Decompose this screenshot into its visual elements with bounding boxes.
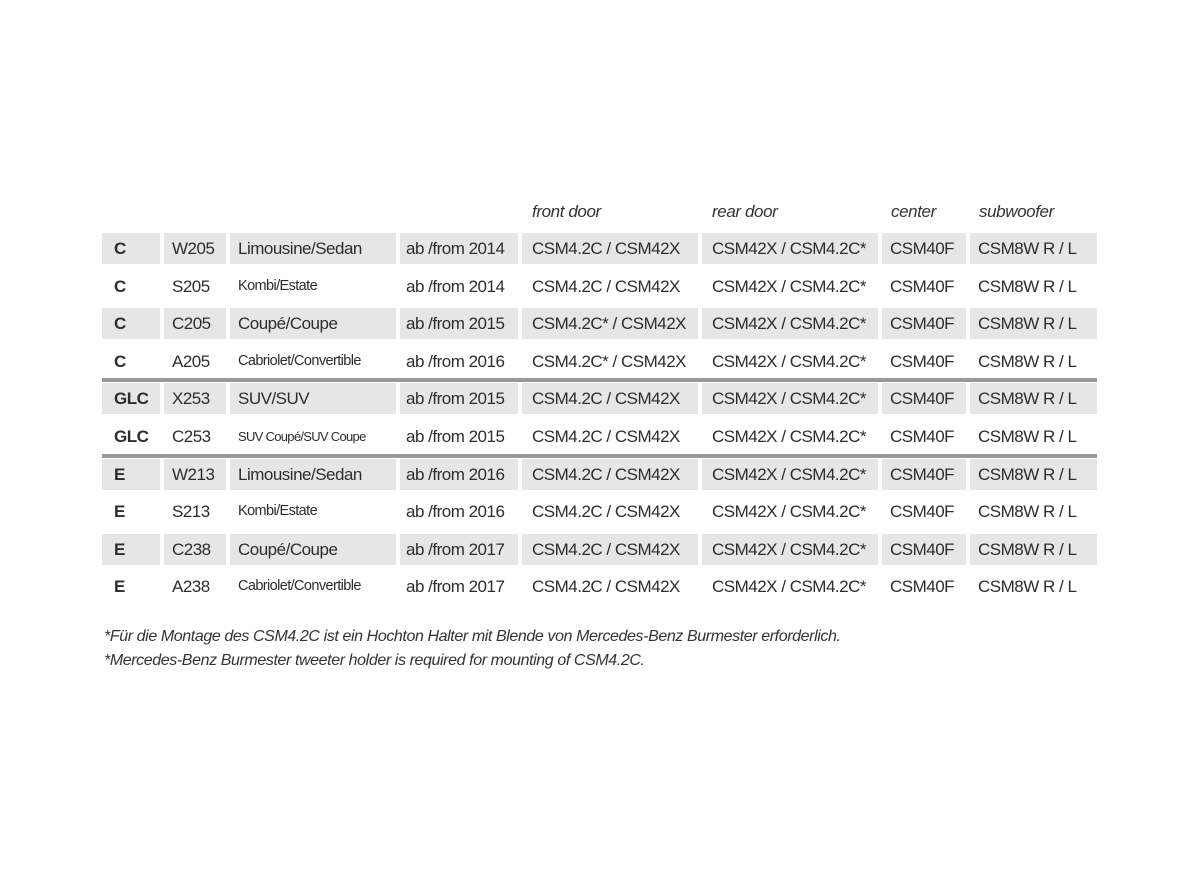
center-cell: CSM40F — [882, 233, 966, 264]
rear-door-cell: CSM42X / CSM4.2C* — [702, 233, 878, 264]
subwoofer-cell: CSM8W R / L — [978, 577, 1077, 597]
model-code-cell: W213 — [164, 459, 226, 490]
body-type-cell: Limousine/Sedan — [230, 459, 396, 490]
header-center: center — [891, 202, 936, 221]
header-rear-door: rear door — [712, 202, 778, 221]
model-code-cell: X253 — [164, 383, 226, 414]
body-type-cell: SUV Coupé/SUV Coupe — [238, 428, 366, 444]
series-cell: GLC — [114, 426, 149, 446]
series-cell: E — [102, 459, 160, 490]
body-type-cell: Coupé/Coupe — [230, 534, 396, 565]
center-cell: CSM40F — [882, 383, 966, 414]
series-cell: C — [102, 308, 160, 339]
body-type-cell: Limousine/Sedan — [230, 233, 396, 264]
subwoofer-cell: CSM8W R / L — [978, 426, 1077, 446]
subwoofer-cell: CSM8W R / L — [970, 233, 1097, 264]
rear-door-cell: CSM42X / CSM4.2C* — [702, 308, 878, 339]
year-cell: ab /from 2015 — [406, 426, 505, 446]
rear-door-cell: CSM42X / CSM4.2C* — [712, 276, 866, 296]
table-row — [102, 268, 1097, 306]
body-type-cell: Cabriolet/Convertible — [238, 352, 361, 369]
series-cell: C — [102, 233, 160, 264]
center-cell: CSM40F — [882, 459, 966, 490]
center-cell: CSM40F — [890, 502, 955, 522]
model-code-cell: C253 — [172, 426, 211, 446]
table-row — [102, 568, 1097, 606]
model-code-cell: W205 — [164, 233, 226, 264]
model-code-cell: A238 — [172, 577, 210, 597]
year-cell: ab /from 2015 — [400, 383, 518, 414]
rear-door-cell: CSM42X / CSM4.2C* — [712, 502, 866, 522]
center-cell: CSM40F — [890, 426, 955, 446]
front-door-cell: CSM4.2C* / CSM42X — [522, 308, 698, 339]
body-type-cell: Cabriolet/Convertible — [238, 578, 361, 595]
table-row — [102, 380, 1097, 418]
table-row — [102, 531, 1097, 569]
series-cell: E — [114, 502, 125, 522]
compatibility-table — [102, 196, 1097, 606]
model-code-cell: S205 — [172, 276, 210, 296]
subwoofer-cell: CSM8W R / L — [970, 534, 1097, 565]
subwoofer-cell: CSM8W R / L — [970, 308, 1097, 339]
front-door-cell: CSM4.2C / CSM42X — [522, 383, 698, 414]
table-row — [102, 230, 1097, 268]
subwoofer-cell: CSM8W R / L — [978, 351, 1077, 371]
year-cell: ab /from 2017 — [406, 577, 505, 597]
front-door-cell: CSM4.2C / CSM42X — [532, 577, 680, 597]
body-type-cell: Coupé/Coupe — [230, 308, 396, 339]
rear-door-cell: CSM42X / CSM4.2C* — [712, 351, 866, 371]
table-row — [102, 493, 1097, 531]
section-divider — [102, 378, 1097, 382]
series-cell: GLC — [102, 383, 160, 414]
center-cell: CSM40F — [890, 351, 955, 371]
footnote-english: *Mercedes-Benz Burmester tweeter holder is required for mounting of CSM4.2C. — [104, 652, 645, 669]
rear-door-cell: CSM42X / CSM4.2C* — [702, 383, 878, 414]
model-code-cell: C205 — [164, 308, 226, 339]
table-header — [102, 196, 1097, 230]
year-cell: ab /from 2015 — [400, 308, 518, 339]
front-door-cell: CSM4.2C / CSM42X — [522, 459, 698, 490]
body-type-cell: Kombi/Estate — [238, 277, 318, 294]
year-cell: ab /from 2017 — [400, 534, 518, 565]
series-cell: E — [102, 534, 160, 565]
front-door-cell: CSM4.2C / CSM42X — [532, 276, 680, 296]
year-cell: ab /from 2014 — [400, 233, 518, 264]
year-cell: ab /from 2016 — [406, 502, 505, 522]
model-code-cell: A205 — [172, 351, 210, 371]
table-row — [102, 305, 1097, 343]
center-cell: CSM40F — [882, 308, 966, 339]
body-type-cell: Kombi/Estate — [238, 503, 318, 520]
table-row — [102, 418, 1097, 456]
year-cell: ab /from 2016 — [400, 459, 518, 490]
series-cell: E — [114, 577, 125, 597]
series-cell: C — [114, 351, 126, 371]
center-cell: CSM40F — [890, 276, 955, 296]
subwoofer-cell: CSM8W R / L — [970, 459, 1097, 490]
section-divider — [102, 454, 1097, 458]
center-cell: CSM40F — [890, 577, 955, 597]
table-row — [102, 456, 1097, 494]
rear-door-cell: CSM42X / CSM4.2C* — [702, 534, 878, 565]
footnote-german: *Für die Montage des CSM4.2C ist ein Hochton Halter mit Blende von Mercedes-Benz Burmester erforderlich. — [104, 628, 841, 645]
center-cell: CSM40F — [882, 534, 966, 565]
rear-door-cell: CSM42X / CSM4.2C* — [712, 577, 866, 597]
front-door-cell: CSM4.2C / CSM42X — [522, 233, 698, 264]
rear-door-cell: CSM42X / CSM4.2C* — [712, 426, 866, 446]
subwoofer-cell: CSM8W R / L — [978, 276, 1077, 296]
model-code-cell: S213 — [172, 502, 210, 522]
model-code-cell: C238 — [164, 534, 226, 565]
front-door-cell: CSM4.2C / CSM42X — [532, 502, 680, 522]
header-front-door: front door — [532, 202, 601, 221]
year-cell: ab /from 2014 — [406, 276, 505, 296]
table-row — [102, 343, 1097, 381]
body-type-cell: SUV/SUV — [230, 383, 396, 414]
rear-door-cell: CSM42X / CSM4.2C* — [702, 459, 878, 490]
year-cell: ab /from 2016 — [406, 351, 505, 371]
header-subwoofer: subwoofer — [979, 202, 1054, 221]
front-door-cell: CSM4.2C / CSM42X — [522, 534, 698, 565]
series-cell: C — [114, 276, 126, 296]
footnotes — [104, 625, 1104, 673]
subwoofer-cell: CSM8W R / L — [970, 383, 1097, 414]
subwoofer-cell: CSM8W R / L — [978, 502, 1077, 522]
front-door-cell: CSM4.2C* / CSM42X — [532, 351, 686, 371]
front-door-cell: CSM4.2C / CSM42X — [532, 426, 680, 446]
